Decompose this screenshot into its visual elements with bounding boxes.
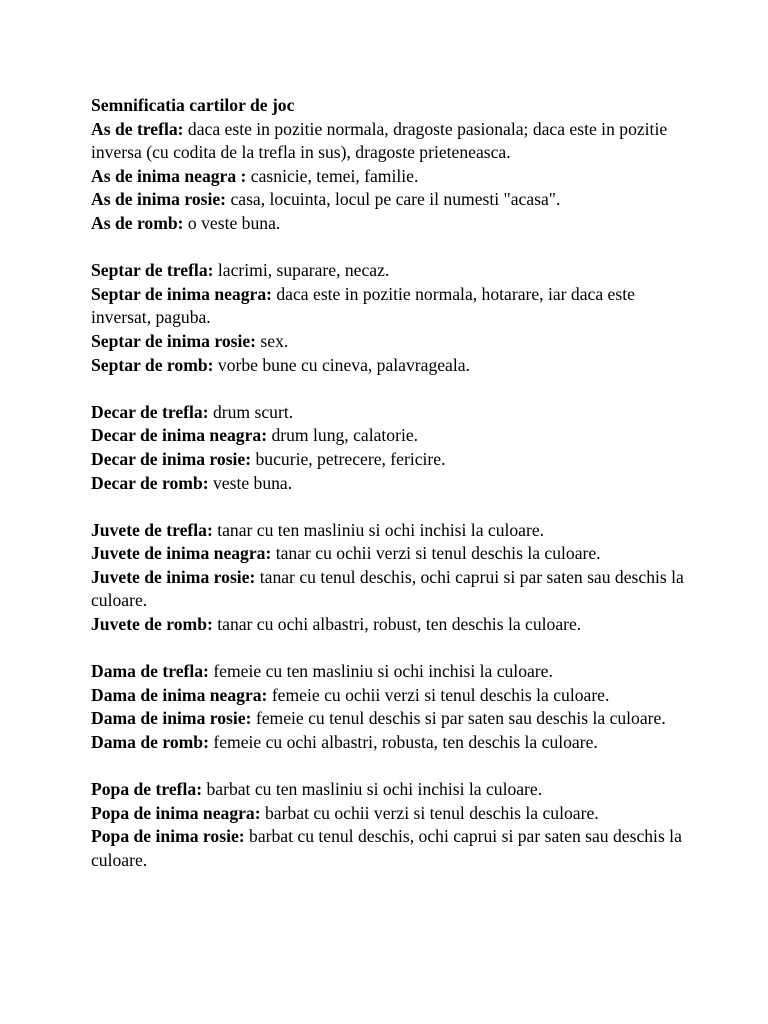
entry-text: tanar cu ochi albastri, robust, ten deschis la culoare. (212, 614, 582, 635)
entry-text: femeie cu ochi albastri, robusta, ten deschis la culoare. (208, 732, 598, 753)
document-title: Semnificatia cartilor de joc (91, 95, 295, 115)
entry (91, 118, 691, 165)
entry (91, 825, 691, 872)
entry-text: barbat cu ten masliniu si ochi inchisi la culoare. (202, 779, 543, 800)
entry (91, 613, 691, 637)
entry-label: As de romb: (91, 212, 184, 233)
entry (91, 542, 691, 566)
section-dame (91, 660, 691, 754)
entry (91, 660, 691, 684)
entry-text: drum scurt. (208, 401, 294, 422)
entry-text: tanar cu tenul deschis, ochi caprui si par saten sau deschis la culoare. (91, 566, 684, 611)
entry (91, 519, 691, 543)
entry-text: veste buna. (208, 472, 293, 493)
document-page (91, 94, 691, 873)
entry-label: Dama de inima rosie: (91, 708, 252, 729)
entry-text: femeie cu ten masliniu si ochi inchisi la culoare. (208, 661, 553, 682)
entry-label: Decar de inima rosie: (91, 448, 252, 469)
section-popi (91, 778, 691, 872)
entry-text: drum lung, calatorie. (267, 425, 419, 446)
entry-label: Decar de romb: (91, 472, 209, 493)
entry-label: Popa de inima neagra: (91, 802, 261, 823)
entry (91, 731, 691, 755)
entry (91, 283, 691, 330)
entry-label: Septar de trefla: (91, 260, 214, 281)
entry-label: Juvete de romb: (91, 614, 213, 635)
entry-label: Juvete de inima rosie: (91, 566, 256, 587)
entry-label: As de inima neagra : (91, 165, 247, 186)
section-juveti (91, 519, 691, 637)
entry (91, 566, 691, 613)
entry (91, 165, 691, 189)
entry-label: Decar de inima neagra: (91, 425, 268, 446)
entry-label: Juvete de trefla: (91, 519, 213, 540)
entry (91, 212, 691, 236)
entry-label: Septar de inima rosie: (91, 330, 257, 351)
entry-label: Juvete de inima neagra: (91, 543, 272, 564)
entry-label: Dama de inima neagra: (91, 684, 268, 705)
entry (91, 354, 691, 378)
entry (91, 472, 691, 496)
entry-text: casnicie, temei, familie. (246, 165, 419, 186)
entry-text: o veste buna. (183, 212, 281, 233)
entry-text: sex. (256, 330, 289, 351)
entry-text: daca este in pozitie normala, hotarare, iar daca este inversat, paguba. (91, 283, 635, 328)
entry-text: femeie cu tenul deschis si par saten sau deschis la culoare. (251, 708, 666, 729)
entry (91, 778, 691, 802)
entry-text: bucurie, petrecere, fericire. (251, 448, 446, 469)
entry-text: tanar cu ten masliniu si ochi inchisi la culoare. (212, 519, 545, 540)
entry (91, 802, 691, 826)
entry-label: Septar de romb: (91, 354, 214, 375)
entry-text: casa, locuinta, locul pe care il numesti "acasa". (226, 189, 561, 210)
entry-label: As de trefla: (91, 118, 184, 139)
entry-label: Dama de romb: (91, 732, 209, 753)
entry-label: Decar de trefla: (91, 401, 209, 422)
entry-label: Popa de inima rosie: (91, 826, 245, 847)
entry-text: barbat cu ochii verzi si tenul deschis la culoare. (260, 802, 599, 823)
entry (91, 259, 691, 283)
entry-text: lacrimi, suparare, necaz. (213, 260, 390, 281)
entry (91, 707, 691, 731)
entry-text: daca este in pozitie normala, dragoste pasionala; daca este in pozitie inversa (cu codita de la trefla in sus), dragoste prieteneasca. (91, 118, 668, 163)
section-septari (91, 259, 691, 377)
entry-text: barbat cu tenul deschis, ochi caprui si par saten sau deschis la culoare. (91, 826, 682, 870)
section-decari (91, 401, 691, 495)
entry-label: As de inima rosie: (91, 189, 227, 210)
entry-text: vorbe bune cu cineva, palavrageala. (213, 354, 470, 375)
entry-label: Septar de inima neagra: (91, 283, 272, 304)
entry-text: tanar cu ochii verzi si tenul deschis la culoare. (271, 543, 601, 564)
entry (91, 188, 691, 212)
entry-label: Popa de trefla: (91, 779, 203, 800)
entry (91, 401, 691, 425)
entry (91, 684, 691, 708)
section-asi (91, 118, 691, 236)
entry (91, 330, 691, 354)
entry-label: Dama de trefla: (91, 661, 209, 682)
entry (91, 424, 691, 448)
entry-text: femeie cu ochii verzi si tenul deschis la culoare. (267, 684, 610, 705)
entry (91, 448, 691, 472)
